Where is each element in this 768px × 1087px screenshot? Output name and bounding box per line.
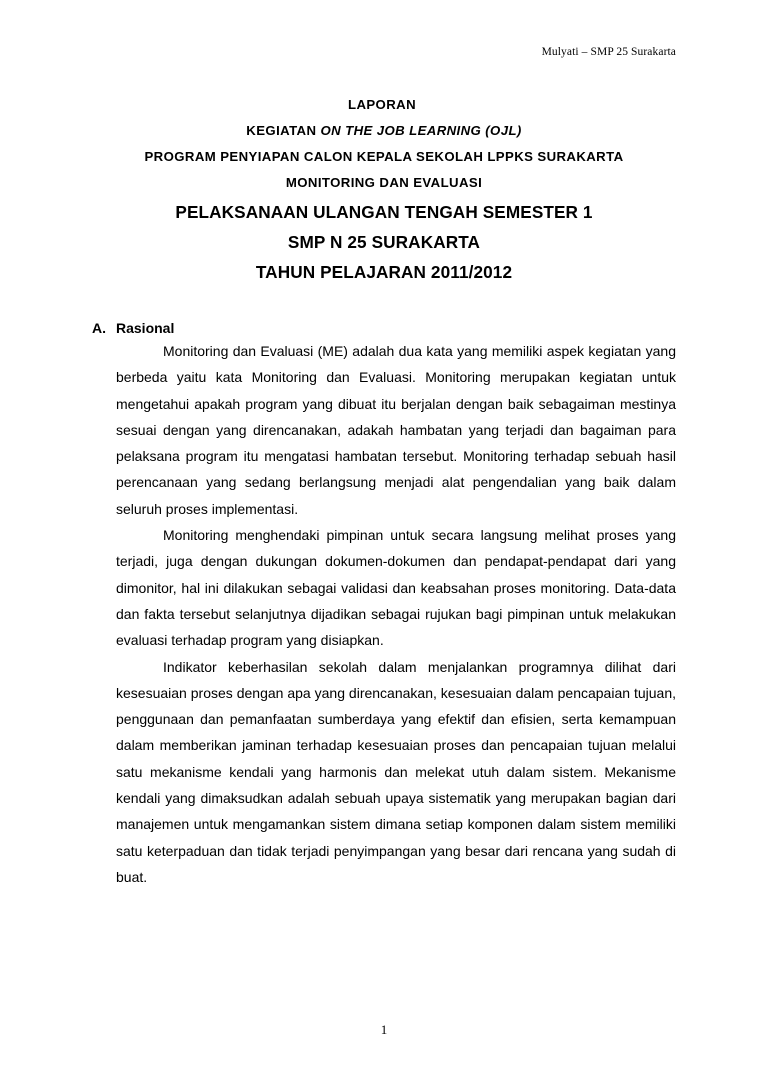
section-body <box>116 338 676 890</box>
activity-title-italic: ON THE JOB LEARNING (OJL) <box>320 123 522 138</box>
activity-title <box>0 118 768 144</box>
paragraph: Indikator keberhasilan sekolah dalam menjalankan programnya dilihat dari kesesuaian proses dengan apa yang direncanakan, kesesuaian dalam pencapaian tujuan, penggunaan dan pemanfaatan sumberdaya yang efektif dan efisien, serta kemampuan dalam memberikan jaminan terhadap kesesuaian proses dan pencapaian tujuan melalui satu mekanisme kendali yang harmonis dan melekat utuh dalam sistem. Mekanisme kendali yang dimaksudkan adalah sebuah upaya sistematik yang merupakan bagian dari manajemen untuk mengamankan sistem dimana setiap komponen dalam sistem memiliki satu keterpaduan dan tidak terjadi penyimpangan yang besar dari rencana yang sudah di buat. <box>116 658 676 885</box>
title-block <box>0 92 768 287</box>
program-title: PROGRAM PENYIAPAN CALON KEPALA SEKOLAH LPPKS SURAKARTA <box>144 149 624 164</box>
school-title: SMP N 25 SURAKARTA <box>287 232 481 252</box>
section-heading <box>92 318 676 338</box>
running-header: Mulyati – SMP 25 Surakarta <box>541 46 676 58</box>
paragraph: Monitoring menghendaki pimpinan untuk secara langsung melihat proses yang terjadi, juga dengan dukungan dokumen-dokumen dan pendapat-pendapat dari yang dimonitor, hal ini dilakukan sebagai validasi dan keabsahan proses monitoring. Data-data dan fakta tersebut selanjutnya dijadikan sebagai rujukan bagi pimpinan untuk melakukan evaluasi terhadap program yang disiapkan. <box>116 527 676 649</box>
report-title: LAPORAN <box>347 97 416 112</box>
section-rasional <box>92 318 676 890</box>
section-number: A. <box>92 320 106 336</box>
paragraph: Monitoring dan Evaluasi (ME) adalah dua kata yang memiliki aspek kegiatan yang berbeda yaitu kata Monitoring dan Evaluasi. Monitoring merupakan kegiatan untuk mengetahui apakah program yang dibuat itu berjalan dengan baik sebagaiman mestinya sesuai dengan yang direncanakan, adakah hambatan yang terjadi dan bagaiman para pelaksana program itu mengatasi hambatan tersebut. Monitoring terhadap sebuah hasil perencanaan yang sedang berlangsung menjadi alat pengendalian yang baik dalam seluruh proses implementasi. <box>116 343 676 517</box>
activity-title-prefix: KEGIATAN <box>246 123 321 138</box>
page-number: 1 <box>380 1022 388 1037</box>
monitoring-title: MONITORING DAN EVALUASI <box>285 175 483 190</box>
exam-title: PELAKSANAAN ULANGAN TENGAH SEMESTER 1 <box>175 202 593 222</box>
academic-year-title: TAHUN PELAJARAN 2011/2012 <box>255 262 513 282</box>
section-heading-text: Rasional <box>116 320 175 336</box>
